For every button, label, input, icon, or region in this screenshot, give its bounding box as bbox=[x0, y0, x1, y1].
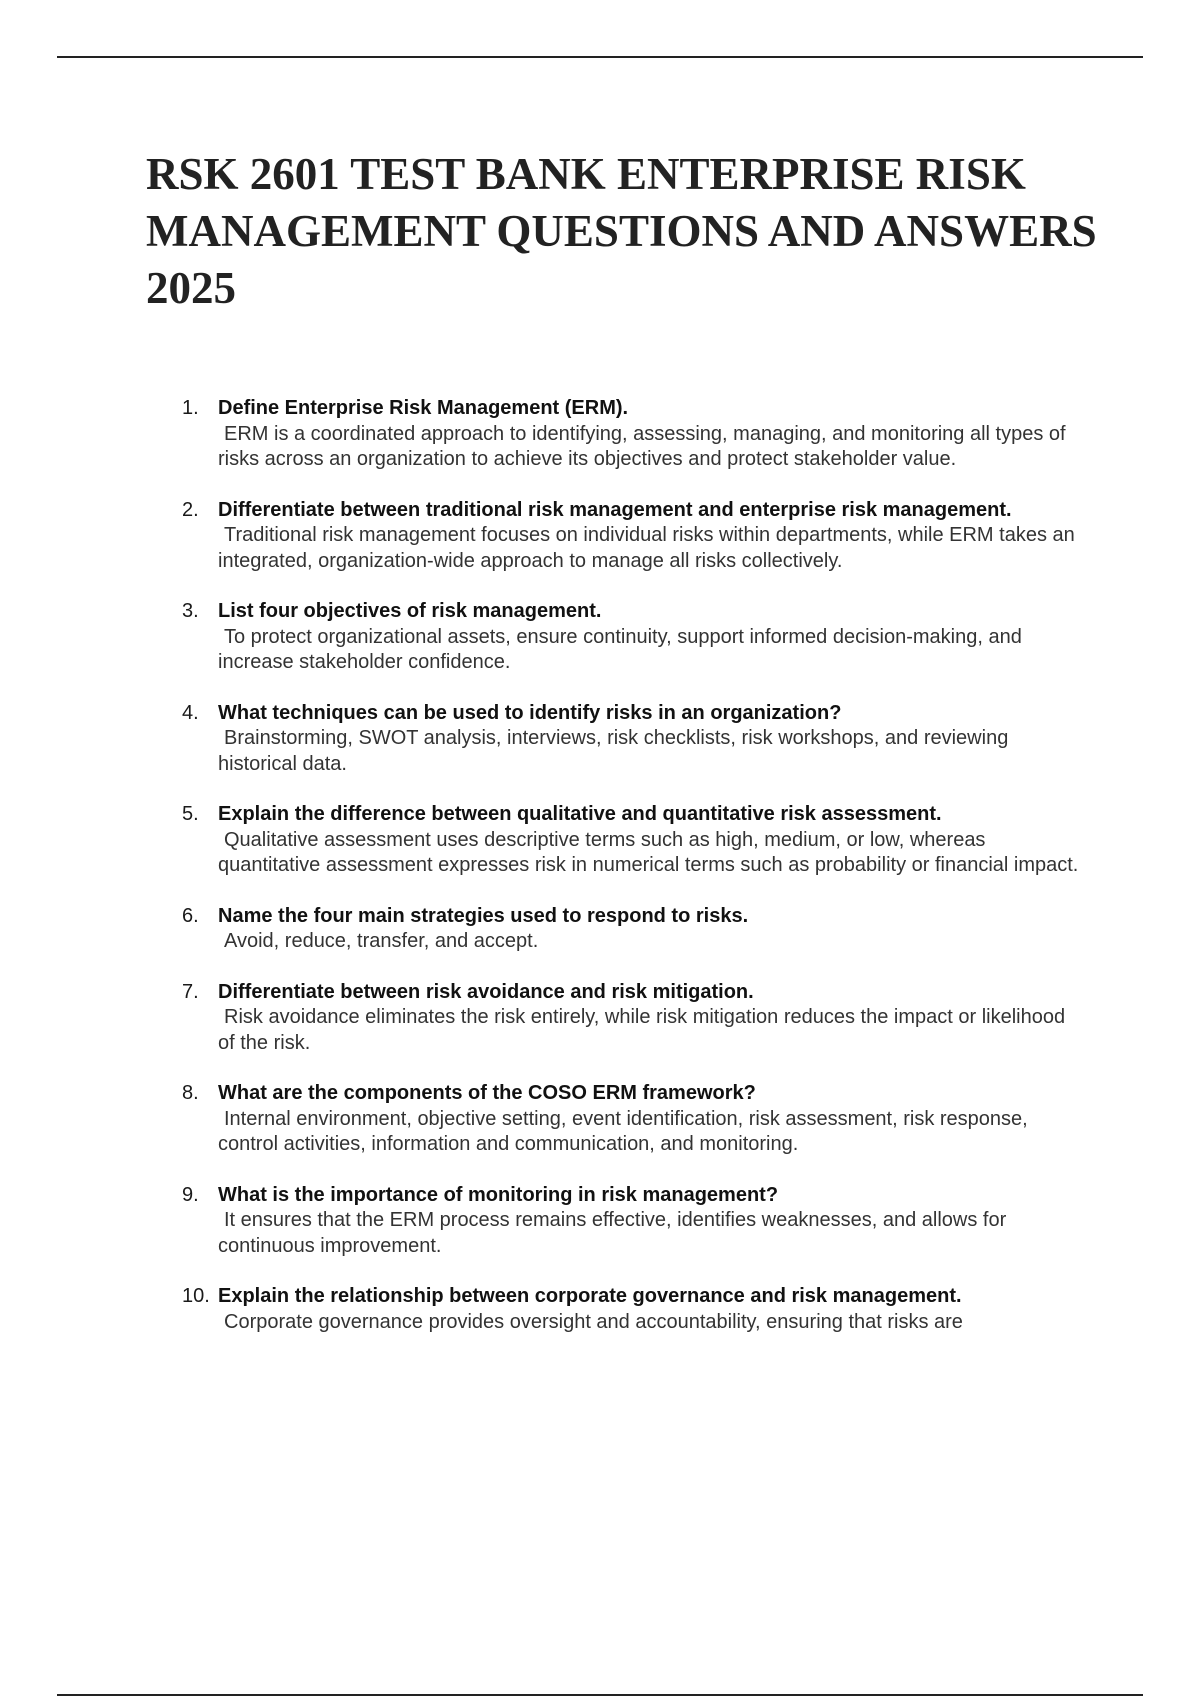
question-item-10 bbox=[0, 1284, 1080, 1335]
question-number: 7. bbox=[182, 980, 199, 1003]
question-item-2 bbox=[0, 498, 1080, 575]
footer-rule bbox=[57, 1694, 1143, 1696]
answer-text: Traditional risk management focuses on individual risks within departments, while ERM takes an integrated, organization-wide approach to manage all risks collectively. bbox=[218, 524, 1075, 572]
question-text: What techniques can be used to identify risks in an organization? bbox=[218, 701, 842, 724]
header-rule bbox=[57, 56, 1143, 58]
answer-text: Risk avoidance eliminates the risk entirely, while risk mitigation reduces the impact or likelihood of the risk. bbox=[218, 1006, 1066, 1054]
question-item-6 bbox=[0, 904, 1080, 955]
question-number: 9. bbox=[182, 1183, 199, 1206]
document-title: RSK 2601 TEST BANK ENTERPRISE RISK MANAGEMENT QUESTIONS AND ANSWERS 2025 bbox=[146, 149, 1097, 313]
question-text: Explain the relationship between corporate governance and risk management. bbox=[218, 1285, 962, 1307]
question-item-1 bbox=[0, 396, 1080, 473]
question-text: Differentiate between traditional risk management and enterprise risk management. bbox=[218, 498, 1012, 521]
question-item-4 bbox=[0, 701, 1080, 778]
question-text: Differentiate between risk avoidance and risk mitigation. bbox=[218, 980, 754, 1003]
answer-text: Corporate governance provides oversight and accountability, ensuring that risks are bbox=[224, 1310, 963, 1333]
question-number: 5. bbox=[182, 803, 199, 825]
question-text: Explain the difference between qualitative and quantitative risk assessment. bbox=[218, 803, 942, 825]
question-text: List four objectives of risk management. bbox=[218, 600, 602, 622]
question-text: Define Enterprise Risk Management (ERM). bbox=[218, 397, 629, 419]
question-text: What is the importance of monitoring in risk management? bbox=[218, 1183, 779, 1206]
question-text: Name the four main strategies used to respond to risks. bbox=[218, 904, 749, 927]
question-number: 8. bbox=[182, 1082, 199, 1104]
question-item-5 bbox=[0, 802, 1080, 879]
question-number: 6. bbox=[182, 904, 199, 927]
question-number: 2. bbox=[182, 498, 199, 521]
question-number: 3. bbox=[182, 600, 199, 622]
question-item-9 bbox=[0, 1183, 1080, 1260]
question-item-7 bbox=[0, 980, 1080, 1057]
question-text: What are the components of the COSO ERM framework? bbox=[218, 1082, 756, 1104]
answer-text: To protect organizational assets, ensure continuity, support informed decision-making, and increase stakeholder confidence. bbox=[218, 625, 1022, 673]
question-item-8 bbox=[0, 1081, 1080, 1158]
question-item-3 bbox=[0, 599, 1080, 676]
answer-text: Internal environment, objective setting, event identification, risk assessment, risk response, control activities, information and communication, and monitoring. bbox=[218, 1107, 1028, 1155]
answer-text: Avoid, reduce, transfer, and accept. bbox=[224, 930, 539, 952]
question-number: 10. bbox=[182, 1285, 210, 1307]
answer-text: It ensures that the ERM process remains effective, identifies weaknesses, and allows for continuous improvement. bbox=[218, 1209, 1007, 1257]
answer-text: ERM is a coordinated approach to identifying, assessing, managing, and monitoring all types of risks across an organization to achieve its objectives and protect stakeholder value. bbox=[218, 422, 1066, 470]
answer-text: Qualitative assessment uses descriptive terms such as high, medium, or low, whereas quantitative assessment expresses risk in numerical terms such as probability or financial impact. bbox=[218, 828, 1079, 876]
answer-text: Brainstorming, SWOT analysis, interviews, risk checklists, risk workshops, and reviewing historical data. bbox=[218, 727, 1009, 775]
question-number: 4. bbox=[182, 701, 199, 724]
question-number: 1. bbox=[182, 397, 199, 419]
question-list bbox=[0, 396, 1200, 1360]
